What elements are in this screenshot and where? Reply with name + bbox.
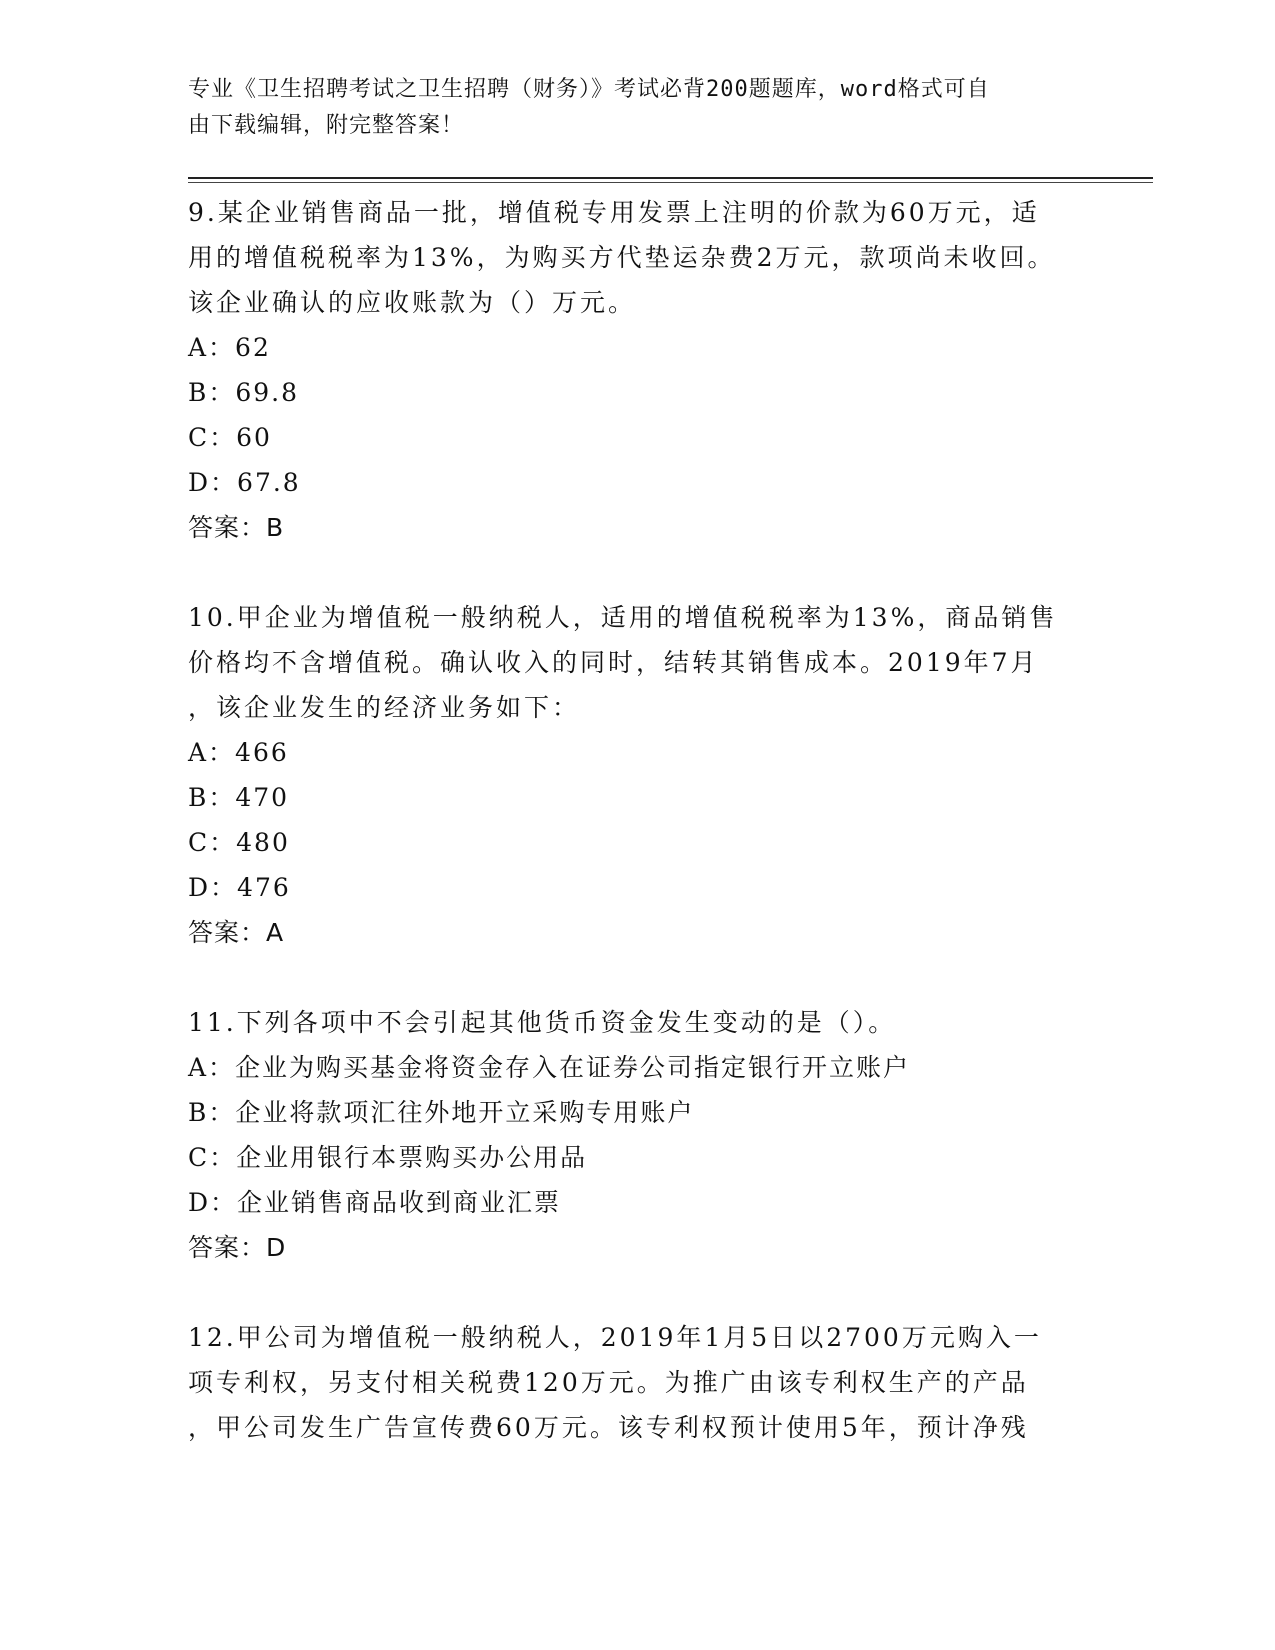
option-b: B：企业将款项汇往外地开立采购专用账户 xyxy=(188,1098,695,1127)
question-9 xyxy=(188,190,1088,550)
answer-label: 答案：D xyxy=(188,1233,287,1262)
option-c: C：60 xyxy=(188,423,272,452)
answer-label: 答案：A xyxy=(188,918,285,947)
question-11 xyxy=(188,1000,1088,1270)
question-stem-line: ，甲公司发生广告宣传费60万元。该专利权预计使用5年，预计净残 xyxy=(188,1413,1029,1442)
option-d: D：企业销售商品收到商业汇票 xyxy=(188,1188,562,1217)
option-d: D：476 xyxy=(188,873,291,902)
option-a: A：62 xyxy=(188,333,271,362)
question-stem-line: 10.甲企业为增值税一般纳税人，适用的增值税税率为13%，商品销售 xyxy=(188,603,1058,632)
question-stem-line: 价格均不含增值税。确认收入的同时，结转其销售成本。2019年7月 xyxy=(188,648,1039,677)
option-b: B：470 xyxy=(188,783,290,812)
option-a: A：企业为购买基金将资金存入在证券公司指定银行开立账户 xyxy=(188,1053,911,1082)
header-line-1: 专业《卫生招聘考试之卫生招聘（财务）》考试必背200题题库，word格式可自 xyxy=(188,77,990,102)
header-divider-thin xyxy=(188,182,1153,183)
option-c: C：480 xyxy=(188,828,290,857)
question-12 xyxy=(188,1315,1088,1450)
question-stem-line: ，该企业发生的经济业务如下： xyxy=(188,693,581,722)
header-line-2: 由下载编辑，附完整答案！ xyxy=(188,113,465,138)
question-stem-line: 项专利权，另支付相关税费120万元。为推广由该专利权生产的产品 xyxy=(188,1368,1029,1397)
option-c: C：企业用银行本票购买办公用品 xyxy=(188,1143,588,1172)
question-stem-line: 用的增值税税率为13%，为购买方代垫运杂费2万元，款项尚未收回。 xyxy=(188,243,1056,272)
question-spacer xyxy=(188,955,1088,1000)
document-header xyxy=(188,72,1088,144)
header-divider-thick xyxy=(188,177,1153,179)
question-spacer xyxy=(188,1270,1088,1315)
option-d: D：67.8 xyxy=(188,468,301,497)
question-stem-line: 11.下列各项中不会引起其他货币资金发生变动的是（）。 xyxy=(188,1008,897,1037)
option-a: A：466 xyxy=(188,738,289,767)
question-stem-line: 9.某企业销售商品一批，增值税专用发票上注明的价款为60万元，适 xyxy=(188,198,1040,227)
question-10 xyxy=(188,595,1088,955)
question-list xyxy=(188,190,1088,1450)
question-spacer xyxy=(188,550,1088,595)
option-b: B：69.8 xyxy=(188,378,300,407)
answer-label: 答案：B xyxy=(188,513,285,542)
question-stem-line: 该企业确认的应收账款为（）万元。 xyxy=(188,288,637,317)
question-stem-line: 12.甲公司为增值税一般纳税人，2019年1月5日以2700万元购入一 xyxy=(188,1323,1042,1352)
